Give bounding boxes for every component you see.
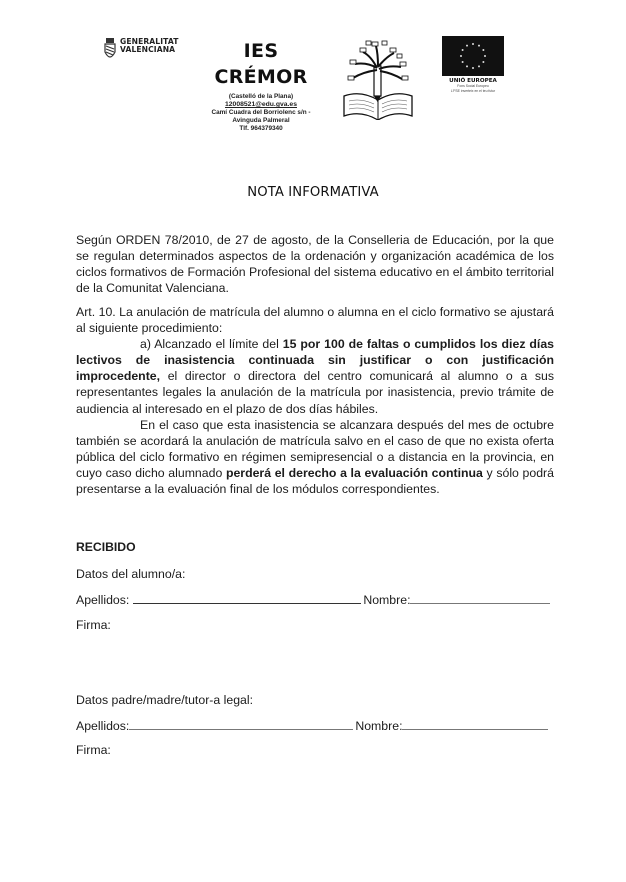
- generalitat-line2: VALENCIANA: [120, 45, 176, 55]
- article-10-heading: Art. 10. La anulación de matrícula del alumno o alumna en el ciclo formativo se ajustará al siguiente procedimiento:: [76, 305, 554, 336]
- guardian-section-label: Datos padre/madre/tutor-a legal:: [76, 693, 254, 707]
- school-email-link[interactable]: 12008521@edu.gva.es: [224, 101, 297, 108]
- school-address-line1: Camí Cuadra del Borriolenc s/n -: [211, 109, 311, 116]
- document-title: NOTA INFORMATIVA: [247, 185, 379, 200]
- guardian-name-row: [76, 718, 554, 733]
- school-name-line2: CRÉMOR: [214, 66, 308, 88]
- point-b-text-pre: En el caso que esta inasistencia se alcanzara después del mes de octubre también se acordará la anulación de matrícula salvo en el caso de que no exista oferta pública del ciclo formativo en régimen semipresencial o a distancia en la provincia, en cuyo caso dicho alumnado: [76, 417, 554, 480]
- student-surname-field[interactable]: [133, 592, 361, 604]
- school-info: [196, 38, 326, 133]
- point-b-paragraph: [76, 417, 554, 497]
- student-name-label: Nombre:: [363, 593, 411, 607]
- eu-flag-icon: [442, 36, 504, 76]
- eu-subtitle-1: Fons Social Europeu: [457, 84, 489, 88]
- school-city: (Castelló de la Plana): [228, 93, 294, 100]
- generalitat-logo: [104, 38, 179, 62]
- guardian-signature-label: Firma:: [76, 743, 111, 757]
- intro-paragraph: Según ORDEN 78/2010, de 27 de agosto, de la Conselleria de Educación, por la que se regulan determinados aspectos de la ordenación y organización académica de los ciclos formativos de Formación Profesional del sistema educativo en el ámbito territorial de la Comunitat Valenciana.: [76, 233, 554, 296]
- article-10-section: [76, 304, 554, 497]
- point-a-paragraph: [76, 336, 554, 416]
- eu-logo: [442, 36, 504, 93]
- generalitat-text: [120, 38, 179, 55]
- school-name-line1: IES: [243, 40, 279, 62]
- student-name-row: [76, 592, 554, 607]
- point-a-text-post: el director o directora del centro comunicará al alumno o a sus representantes legales la anulación de la matrícula por inasistencia, previo trámite de audiencia al interesado en el plazo de dos días hábiles.: [76, 369, 554, 416]
- point-b-text-bold: perderá el derecho a la evaluación continua: [225, 465, 483, 480]
- point-a-text-bold: 15 por 100 de faltas o cumplidos los diez días lectivos de inasistencia continuada sin justificar o con justificación improcedente,: [76, 337, 555, 384]
- student-name-field[interactable]: [410, 592, 550, 604]
- point-a-text-pre: a) Alcanzado el límite del: [140, 337, 283, 352]
- student-surname-label: Apellidos:: [76, 593, 130, 607]
- received-heading: RECIBIDO: [76, 540, 136, 554]
- guardian-surname-label: Apellidos:: [76, 719, 130, 733]
- guardian-name-field[interactable]: [402, 718, 548, 730]
- eu-title: UNIÓ EUROPEA: [449, 78, 497, 84]
- student-signature-label: Firma:: [76, 618, 111, 632]
- student-section-label: Datos del alumno/a:: [76, 567, 186, 581]
- point-b-text-post: y sólo podrá presentarse a la evaluación final de los módulos correspondientes.: [76, 465, 554, 497]
- guardian-surname-field[interactable]: [129, 718, 353, 730]
- generalitat-line1: GENERALITAT: [120, 37, 179, 46]
- school-address-line2: Avinguda Palmeral: [232, 117, 290, 124]
- eu-subtitle-2: L'FSE inverteix en el teu futur: [450, 88, 496, 93]
- school-tree-book-logo: [340, 38, 416, 120]
- school-phone: Tlf. 964379340: [239, 125, 283, 132]
- guardian-name-label: Nombre:: [355, 719, 403, 733]
- generalitat-shield-icon: [104, 38, 116, 62]
